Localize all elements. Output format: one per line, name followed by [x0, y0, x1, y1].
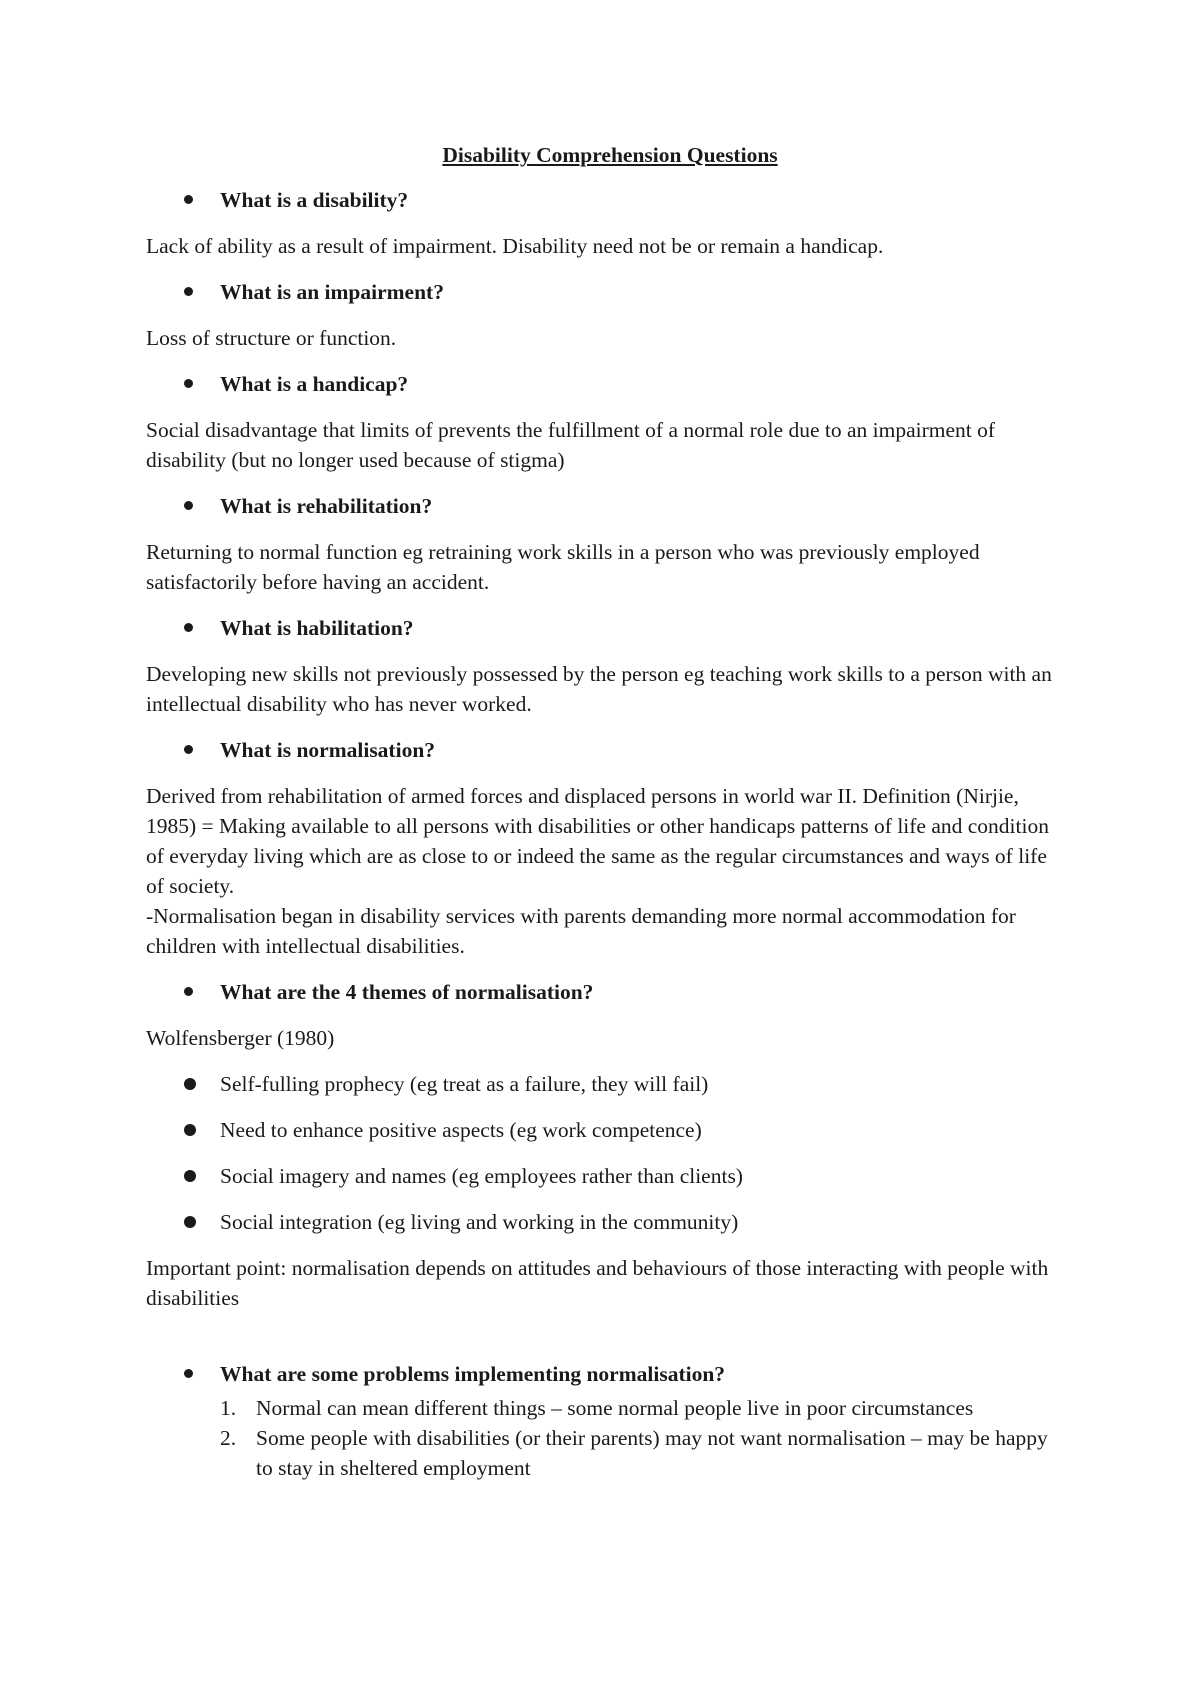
- bullet-icon: [184, 379, 193, 388]
- blank-line: [146, 1329, 1066, 1359]
- list-item-text: Some people with disabilities (or their parents) may not want normalisation – may be happy to stay in sheltered employment: [256, 1426, 1048, 1480]
- question-item: [146, 1359, 1066, 1389]
- bullet-icon: [184, 501, 193, 510]
- question-item: [146, 491, 1066, 521]
- answer-text: Derived from rehabilitation of armed forces and displaced persons in world war II. Definition (Nirjie, 1985) = Making available to all persons with disabilities or other handicaps patterns of life and condition of everyday living which are as close to or indeed the same as the regular circumstances and ways of life of society.: [146, 784, 1049, 898]
- theme-item: [146, 1069, 1066, 1099]
- source-text: Wolfensberger (1980): [146, 1026, 335, 1050]
- bullet-icon: [184, 1124, 196, 1136]
- bullet-icon: [184, 987, 193, 996]
- answer-block: [146, 415, 1066, 475]
- answer-block: [146, 659, 1066, 719]
- question-item: [146, 369, 1066, 399]
- answer-block: [146, 537, 1066, 597]
- theme-item: [146, 1115, 1066, 1145]
- list-item: [146, 1393, 1066, 1423]
- question-item: [146, 977, 1066, 1007]
- question-item: [146, 613, 1066, 643]
- theme-text: Social imagery and names (eg employees rather than clients): [220, 1164, 743, 1188]
- question-text: What is a handicap?: [220, 372, 409, 396]
- bullet-icon: [184, 623, 193, 632]
- question-text: What is an impairment?: [220, 280, 444, 304]
- theme-text: Social integration (eg living and working in the community): [220, 1210, 739, 1234]
- answer-text: -Normalisation began in disability services with parents demanding more normal accommodation for children with intellectual disabilities.: [146, 904, 1016, 958]
- answer-text: Social disadvantage that limits of prevents the fulfillment of a normal role due to an impairment of disability (but no longer used because of stigma): [146, 418, 996, 472]
- list-number: 2.: [220, 1426, 237, 1450]
- bullet-icon: [184, 1078, 196, 1090]
- question-text: What are some problems implementing normalisation?: [220, 1362, 726, 1386]
- important-point: [146, 1253, 1066, 1313]
- bullet-icon: [184, 745, 193, 754]
- bullet-icon: [184, 287, 193, 296]
- question-text: What are the 4 themes of normalisation?: [220, 980, 594, 1004]
- theme-item: [146, 1207, 1066, 1237]
- question-text: What is habilitation?: [220, 616, 414, 640]
- themes-source: [146, 1023, 1066, 1053]
- answer-text: Lack of ability as a result of impairment. Disability need not be or remain a handicap.: [146, 234, 884, 258]
- bullet-icon: [184, 1216, 196, 1228]
- list-item-text: Normal can mean different things – some normal people live in poor circumstances: [256, 1396, 974, 1420]
- question-item: [146, 185, 1066, 215]
- question-text: What is rehabilitation?: [220, 494, 433, 518]
- answer-text: Loss of structure or function.: [146, 326, 397, 350]
- question-item: [146, 277, 1066, 307]
- bullet-icon: [184, 195, 193, 204]
- theme-text: Need to enhance positive aspects (eg work competence): [220, 1118, 702, 1142]
- bullet-icon: [184, 1170, 196, 1182]
- document-body: [146, 140, 1066, 1483]
- answer-block: [146, 231, 1066, 261]
- answer-text: Returning to normal function eg retraining work skills in a person who was previously employed satisfactorily before having an accident.: [146, 540, 980, 594]
- question-item: [146, 735, 1066, 765]
- problems-list: [146, 1393, 1066, 1483]
- page-title: Disability Comprehension Questions: [442, 143, 778, 167]
- question-text: What is normalisation?: [220, 738, 436, 762]
- list-number: 1.: [220, 1396, 237, 1420]
- list-item: [146, 1423, 1066, 1483]
- answer-block: [146, 781, 1066, 961]
- answer-block: [146, 323, 1066, 353]
- answer-text: Developing new skills not previously possessed by the person eg teaching work skills to a person with an intellectual disability who has never worked.: [146, 662, 1052, 716]
- theme-text: Self-fulling prophecy (eg treat as a failure, they will fail): [220, 1072, 709, 1096]
- theme-item: [146, 1161, 1066, 1191]
- important-point-text: Important point: normalisation depends on attitudes and behaviours of those interacting with people with disabilities: [146, 1256, 1049, 1310]
- question-text: What is a disability?: [220, 188, 409, 212]
- bullet-icon: [184, 1369, 193, 1378]
